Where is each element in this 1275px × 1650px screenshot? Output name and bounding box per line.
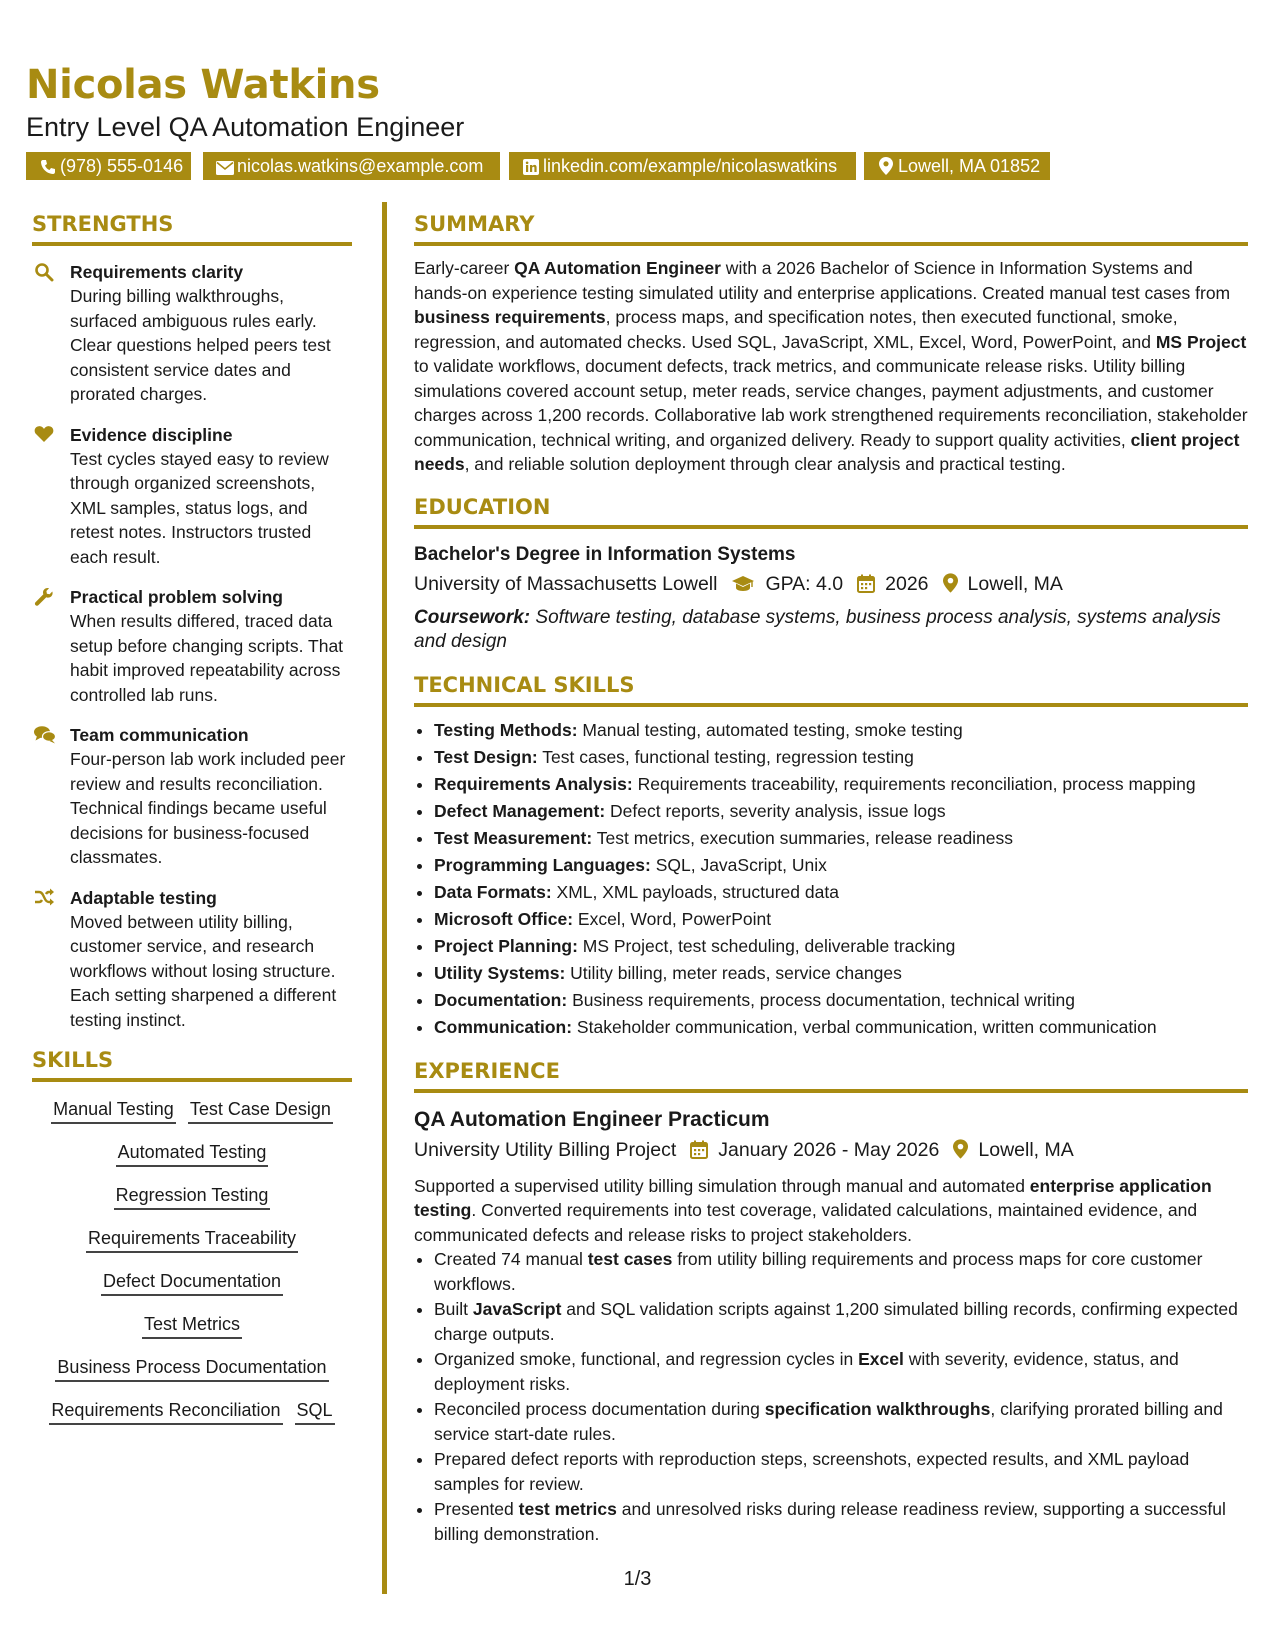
strength-item <box>32 260 352 407</box>
technical-skill-item: • Programming Languages: SQL, JavaScript, Unix <box>434 852 1248 879</box>
graduation-year: 2026 <box>885 572 929 595</box>
strength-title: Practical problem solving <box>70 587 283 607</box>
job-bullet: • Reconciled process documentation during specification walkthroughs, clarifying prorated billing and service start-date rules. <box>434 1397 1248 1446</box>
skill-tag: SQL <box>295 1397 335 1425</box>
strengths-list <box>32 260 352 1032</box>
degree-name: Bachelor's Degree in Information Systems <box>414 543 796 565</box>
summary-text: Early-career QA Automation Engineer with a 2026 Bachelor of Science in Information Systems and hands-on experience testing simulated utility and enterprise applications. Created manual test cases from business requirements, process maps, and specification notes, then executed functional, smoke, regression, and automated checks. Used SQL, JavaScript, XML, Excel, Word, PowerPoint, and MS Project to validate workflows, document defects, track metrics, and communicate release risks. Utility billing simulations covered account setup, meter reads, service changes, payment adjustments, and customer charges across 1,200 records. Collaborative lab work strengthened requirements reconciliation, stakeholder communication, technical writing, and organized delivery. Ready to support quality activities, client project needs, and reliable solution deployment through clear analysis and practical testing. <box>414 258 1248 474</box>
skill-tag: Test Case Design <box>188 1096 333 1124</box>
technical-skill-item: • Data Formats: XML, XML payloads, structured data <box>434 879 1248 906</box>
technical-skill-item: • Utility Systems: Utility billing, meter reads, service changes <box>434 960 1248 987</box>
coursework-text: Software testing, database systems, business process analysis, systems analysis and design <box>414 606 1221 652</box>
job-bullet: • Organized smoke, functional, and regression cycles in Excel with severity, evidence, status, and deployment risks. <box>434 1347 1248 1396</box>
email-chip[interactable] <box>203 152 500 180</box>
phone-icon <box>38 152 58 180</box>
education-section <box>414 495 1248 655</box>
job-meta <box>414 1135 1248 1168</box>
candidate-title: Entry Level QA Automation Engineer <box>26 112 465 142</box>
location-text: Lowell, MA 01852 <box>898 156 1041 176</box>
email-text: nicolas.watkins@example.com <box>237 156 484 176</box>
column-divider <box>382 202 387 1594</box>
technical-skill-item: • Testing Methods: Manual testing, automated testing, smoke testing <box>434 717 1248 744</box>
strength-item <box>32 423 352 570</box>
candidate-name: Nicolas Watkins <box>26 62 380 108</box>
strength-description: Test cycles stayed easy to review through organized screenshots, XML samples, status logs, and retest notes. Instructors trusted each result. <box>70 448 329 567</box>
technical-skill-item: • Documentation: Business requirements, process documentation, technical writing <box>434 987 1248 1014</box>
education-meta <box>414 569 1248 602</box>
skill-tag: Regression Testing <box>114 1182 271 1210</box>
job-organization: University Utility Billing Project <box>414 1138 677 1161</box>
graduation-cap-icon <box>731 572 755 602</box>
strength-description: When results differed, traced data setup before changing scripts. That habit improved repeatability across controlled lab runs. <box>70 611 344 705</box>
technical-skills-list <box>414 717 1248 1041</box>
job-description: Supported a supervised utility billing simulation through manual and automated enterprise application testing. Converted requirements into test coverage, validated calculations, maintained evidence, and communicated defects and release risks to project stakeholders. <box>414 1175 1212 1245</box>
coursework <box>414 606 1248 655</box>
technical-skill-item: • Communication: Stakeholder communication, verbal communication, written communication <box>434 1014 1248 1041</box>
strength-title: Adaptable testing <box>70 887 217 908</box>
technical-skill-item: • Project Planning: MS Project, test scheduling, deliverable tracking <box>434 933 1248 960</box>
strength-item <box>32 886 352 1033</box>
strength-description: Moved between utility billing, customer service, and research workflows without losing structure. Each setting sharpened a different testing instinct. <box>70 911 337 1030</box>
education-location: Lowell, MA <box>967 572 1063 595</box>
search-icon <box>34 262 54 282</box>
technical-skill-item: • Test Design: Test cases, functional testing, regression testing <box>434 744 1248 771</box>
strength-title: Team communication <box>70 725 249 745</box>
technical-skill-item: • Defect Management: Defect reports, severity analysis, issue logs <box>434 798 1248 825</box>
coursework-label: Coursework: <box>414 606 531 628</box>
left-column <box>32 212 352 1440</box>
shuffle-icon <box>34 888 54 908</box>
education-heading: EDUCATION <box>414 495 1248 529</box>
map-pin-icon <box>876 152 896 180</box>
map-pin-icon <box>943 572 958 602</box>
page-number: 1/3 <box>623 1568 652 1590</box>
heart-icon <box>34 425 54 445</box>
skill-tag: Requirements Traceability <box>86 1225 298 1253</box>
job-bullet: • Built JavaScript and SQL validation scripts against 1,200 simulated billing records, confirming expected charge outputs. <box>434 1297 1248 1346</box>
comments-icon <box>34 725 54 745</box>
strength-description: Four-person lab work included peer review and results reconciliation. Technical findings became useful decisions for business-focused classmates. <box>70 749 346 867</box>
job-dates: January 2026 - May 2026 <box>718 1138 940 1161</box>
linkedin-icon <box>521 152 541 180</box>
skills-heading: SKILLS <box>32 1048 352 1082</box>
wrench-icon <box>34 587 54 607</box>
map-pin-icon <box>953 1138 968 1168</box>
location-chip <box>864 152 1050 180</box>
strength-title: Requirements clarity <box>70 262 244 282</box>
skill-tag: Defect Documentation <box>101 1268 283 1296</box>
linkedin-chip[interactable] <box>509 152 856 180</box>
skill-tag: Manual Testing <box>51 1096 176 1124</box>
phone-text: (978) 555-0146 <box>60 156 184 176</box>
job-bullet: • Created 74 manual test cases from utility billing requirements and process maps for core customer workflows. <box>434 1247 1248 1296</box>
job-bullet: • Presented test metrics and unresolved risks during release readiness review, supporting a successful billing demonstration. <box>434 1497 1248 1546</box>
calendar-icon <box>690 1138 708 1168</box>
technical-skills-section <box>414 673 1248 1041</box>
envelope-icon <box>215 152 235 180</box>
phone-chip[interactable] <box>26 152 191 180</box>
right-column <box>414 212 1248 1547</box>
skills-section <box>32 1048 352 1440</box>
strengths-heading: STRENGTHS <box>32 212 352 246</box>
job-role: QA Automation Engineer Practicum <box>414 1107 770 1131</box>
skill-tag: Test Metrics <box>142 1311 242 1339</box>
skill-tag: Business Process Documentation <box>55 1354 328 1382</box>
job-bullet: • Prepared defect reports with reproduction steps, screenshots, expected results, and XML payload samples for review. <box>434 1447 1248 1496</box>
linkedin-text: linkedin.com/example/nicolaswatkins <box>543 156 838 176</box>
skill-tag: Requirements Reconciliation <box>49 1397 282 1425</box>
calendar-icon <box>857 572 875 602</box>
technical-skills-heading: TECHNICAL SKILLS <box>414 673 1248 707</box>
job-location: Lowell, MA <box>978 1138 1074 1161</box>
summary-heading: SUMMARY <box>414 212 1248 246</box>
experience-heading: EXPERIENCE <box>414 1059 1248 1093</box>
technical-skill-item: • Test Measurement: Test metrics, execution summaries, release readiness <box>434 825 1248 852</box>
strength-item <box>32 723 352 870</box>
technical-skill-item: • Microsoft Office: Excel, Word, PowerPoint <box>434 906 1248 933</box>
strength-item <box>32 585 352 707</box>
skills-tags <box>32 1096 352 1440</box>
strength-title: Evidence discipline <box>70 424 233 445</box>
strength-description: During billing walkthroughs, surfaced ambiguous rules early. Clear questions helped peers test consistent service dates and prorated charges. <box>70 286 331 404</box>
gpa: GPA: 4.0 <box>765 572 844 595</box>
experience-section <box>414 1059 1248 1547</box>
job-bullets <box>414 1247 1248 1546</box>
technical-skill-item: • Requirements Analysis: Requirements traceability, requirements reconciliation, process mapping <box>434 771 1248 798</box>
school-name: University of Massachusetts Lowell <box>414 572 718 595</box>
skill-tag: Automated Testing <box>116 1139 269 1167</box>
